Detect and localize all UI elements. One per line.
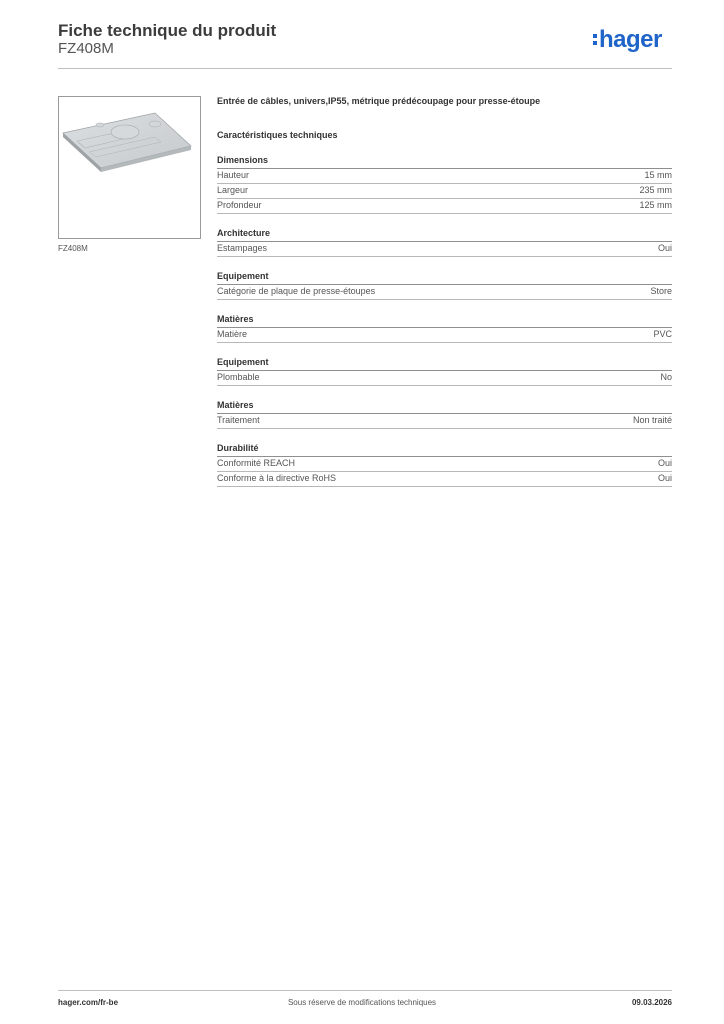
spec-section — [217, 443, 672, 487]
page-title: Fiche technique du produit — [58, 21, 277, 40]
spec-section — [217, 155, 672, 214]
spec-label: Plombable — [217, 372, 260, 382]
spec-label: Hauteur — [217, 170, 250, 180]
spec-value: Oui — [657, 243, 672, 253]
characteristics-sections — [217, 155, 672, 487]
footer-date: 09.03.2026 — [631, 998, 672, 1007]
spec-value: 15 mm — [644, 170, 672, 180]
footer-website-link[interactable]: hager.com/fr-be — [58, 998, 119, 1007]
spec-label: Conformité REACH — [217, 458, 296, 468]
spec-value: Oui — [657, 458, 672, 468]
section-title: Matières — [217, 400, 672, 414]
spec-row — [217, 457, 672, 472]
spec-section — [217, 271, 672, 300]
spec-label: Profondeur — [217, 200, 262, 210]
product-description: Entrée de câbles, univers,IP55, métrique prédécoupage pour presse-étoupe — [217, 96, 541, 106]
spec-row — [217, 199, 672, 214]
spec-row — [217, 184, 672, 199]
spec-row — [217, 169, 672, 184]
spec-label: Largeur — [217, 185, 249, 195]
section-title: Matières — [217, 314, 672, 328]
section-title: Architecture — [217, 228, 672, 242]
spec-label: Estampages — [217, 243, 268, 253]
spec-label: Catégorie de plaque de presse-étoupes — [217, 286, 376, 296]
spec-section — [217, 314, 672, 343]
spec-row — [217, 285, 672, 300]
section-title: Equipement — [217, 357, 672, 371]
spec-row — [217, 242, 672, 257]
spec-label: Conforme à la directive RoHS — [217, 473, 337, 483]
image-caption: FZ408M — [58, 244, 88, 253]
spec-section — [217, 228, 672, 257]
spec-row — [217, 414, 672, 429]
logo-text: hager — [599, 26, 662, 53]
product-reference: FZ408M — [58, 40, 114, 57]
spec-label: Matière — [217, 329, 248, 339]
section-title: Equipement — [217, 271, 672, 285]
logo-dots-icon — [593, 34, 598, 48]
product-image — [58, 96, 201, 239]
spec-row — [217, 371, 672, 386]
spec-section — [217, 357, 672, 386]
spec-value: 125 mm — [639, 200, 672, 210]
footer-notice: Sous réserve de modifications techniques — [287, 998, 437, 1007]
spec-section — [217, 400, 672, 429]
spec-value: Store — [650, 286, 672, 296]
spec-row — [217, 472, 672, 487]
cable-gland-plate-icon — [59, 97, 200, 238]
spec-value: No — [660, 372, 672, 382]
section-title: Dimensions — [217, 155, 672, 169]
characteristics-heading: Caractéristiques techniques — [217, 130, 338, 140]
footer-divider — [58, 990, 672, 991]
spec-row — [217, 328, 672, 343]
spec-value: PVC — [653, 329, 672, 339]
header-divider — [58, 68, 672, 69]
spec-value: 235 mm — [639, 185, 672, 195]
spec-value: Non traité — [632, 415, 672, 425]
spec-label: Traitement — [217, 415, 260, 425]
spec-value: Oui — [657, 473, 672, 483]
section-title: Durabilité — [217, 443, 672, 457]
product-details — [217, 95, 672, 487]
